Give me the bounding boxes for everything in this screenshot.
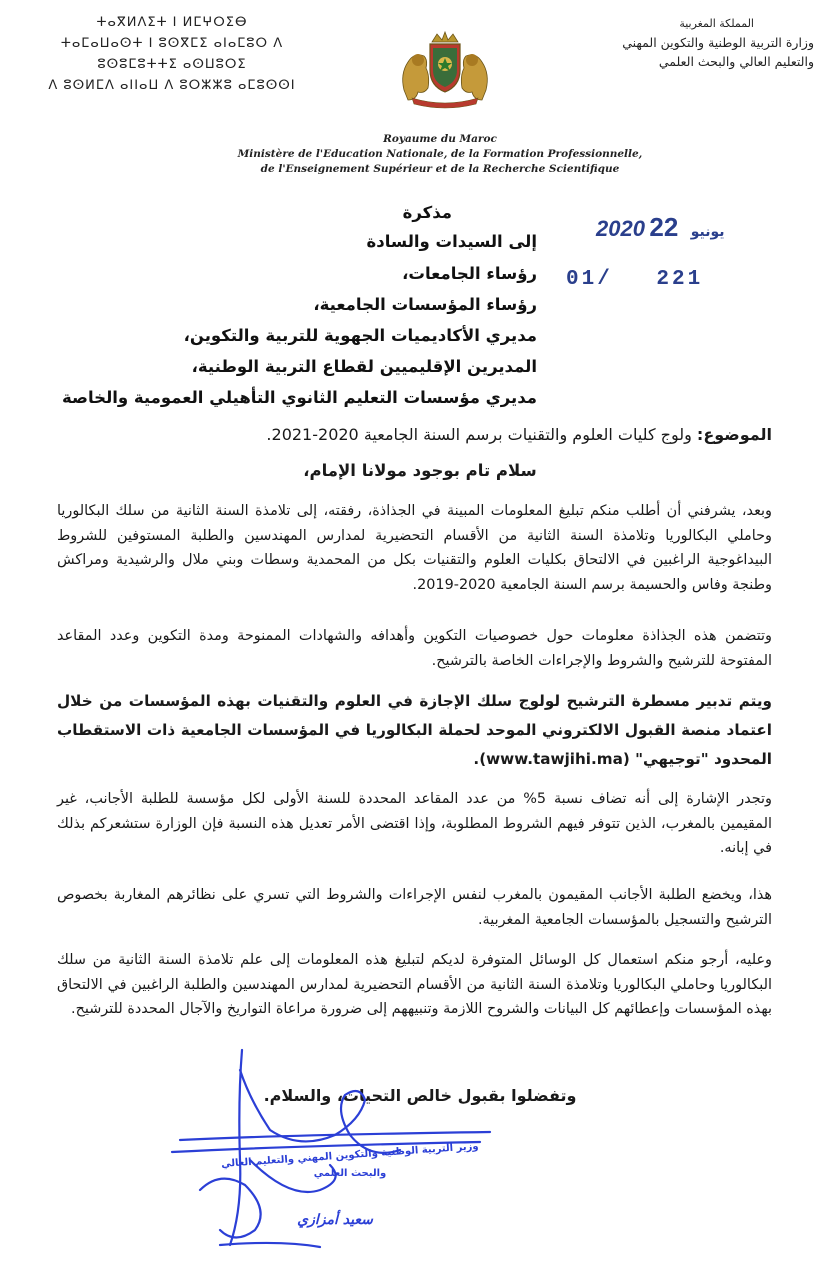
subject-label: الموضوع: xyxy=(696,425,772,444)
svg-text:وزير التربية الوطنية والتكوين: وزير التربية الوطنية والتكوين المهني والتعليم العالي xyxy=(220,1141,479,1170)
header-arabic xyxy=(574,14,814,71)
french-line-2: Ministère de l'Education Nationale, de la Formation Professionnelle, xyxy=(237,148,643,160)
svg-text:والبحث العلمي: والبحث العلمي xyxy=(313,1168,387,1179)
stamp-month: يونيو xyxy=(690,224,725,240)
recipient-6: مديري مؤسسات التعليم الثانوي التأهيلي العمومية والخاصة xyxy=(62,388,537,407)
stamp-number-left: 01/ xyxy=(566,268,613,291)
recipient-1: إلى السيدات والسادة xyxy=(366,232,537,251)
french-line-1: Royaume du Maroc xyxy=(383,133,497,145)
closing-line: وتفضلوا بقبول خالص التحيات، والسلام. xyxy=(263,1086,577,1105)
arabic-line-3: والتعليم العالي والبحث العلمي xyxy=(658,54,814,69)
tifinagh-line-3: ⴷ ⵓⵙⵍⵎⴷ ⴰⵏⵏⴰⵡ ⴷ ⵓⵔⵣⵣⵓ ⴰⵎⵓⵙⵙⵏ xyxy=(48,78,296,93)
memo-title: مذكرة xyxy=(402,203,452,222)
svg-text:سعيد أمزازي: سعيد أمزازي xyxy=(297,1212,373,1228)
subject-line xyxy=(52,425,772,444)
coat-of-arms-icon xyxy=(390,30,500,110)
arabic-line-2: وزارة التربية الوطنية والتكوين المهني xyxy=(622,35,814,50)
tifinagh-line-2: ⵜⴰⵎⴰⵡⴰⵙⵜ ⵏ ⵓⵙⴳⵎⵉ ⴰⵏⴰⵎⵓⵔ ⴷ ⵓⵙⵓⵎⵓⵜⵜⵉ ⴰⵙⵡⵓⵔⵉ xyxy=(60,36,284,72)
stamp-year: 2020 xyxy=(596,216,645,241)
greeting: سلام تام بوجود مولانا الإمام، xyxy=(303,461,537,480)
paragraph-6: وعليه، أرجو منكم استعمال كل الوسائل المتوفرة لديكم لتبليغ هذه المعلومات إلى علم تلامذة السنة الثانية من سلك البكالوريا وحاملي البكالوريا وتلامذة السنة الثانية من الأقسام التحضيرية لمدارس المهندسين والطلبة الراغبين في الالتحاق بهذه المؤسسات وإعطائهم كل البيانات والشروح اللازمة وتنبيههم إلى ضرورة مراعاة التواريخ والآجال المحددة للترشيح. xyxy=(57,952,772,1017)
handwritten-signature xyxy=(160,1040,500,1255)
reference-number-stamp xyxy=(566,268,706,291)
date-stamp xyxy=(596,212,756,243)
header-french xyxy=(230,132,650,177)
french-line-3: de l'Enseignement Supérieur et de la Recherche Scientifique xyxy=(260,163,620,175)
recipient-2: رؤساء الجامعات، xyxy=(402,264,537,283)
paragraph-1: وبعد، يشرفني أن أطلب منكم تبليغ المعلومات المبينة في الجذاذة، رفقته، إلى تلامذة السنة الثانية من سلك البكالوريا وحاملي البكالوريا وتلامذة السنة الثانية من الأقسام التحضيرية لمدارس المهندسين والطلبة المستوفين للشروط البيداغوجية الراغبين في الالتحاق بكليات العلوم والتقنيات بكل من المحمدية وسطات وبني ملال والرشيدية ومراكش وطنجة وفاس والحسيمة برسم السنة الجامعية 2020-2019. xyxy=(57,503,772,593)
recipient-5: المديرين الإقليميين لقطاع التربية الوطنية، xyxy=(191,357,537,376)
paragraph-2: وتتضمن هذه الجذاذة معلومات حول خصوصيات التكوين وأهدافه والشهادات الممنوحة ومدة التكوين وعدد المقاعد المفتوحة للترشيح والشروط والإجراءات الخاصة بالترشيح. xyxy=(57,628,772,669)
tifinagh-line-1: ⵜⴰⴳⵍⴷⵉⵜ ⵏ ⵍⵎⵖⵔⵉⴱ xyxy=(96,15,248,30)
paragraph-3: ويتم تدبير مسطرة الترشيح لولوج سلك الإجازة في العلوم والتقنيات بهذه المؤسسات من خلال اعتماد منصة القبول الالكتروني الموحد لحملة البكالوريا في المؤسسات الجامعية ذات الاستقطاب المحدود "توجيهي" (www.tawjihi.ma). xyxy=(57,692,772,768)
stamp-day: 22 xyxy=(649,212,679,242)
recipient-4: مديري الأكاديميات الجهوية للتربية والتكوين، xyxy=(183,326,537,345)
paragraph-5: هذا، ويخضع الطلبة الأجانب المقيمون بالمغرب لنفس الإجراءات والشروط التي تسري على نظائرهم المغاربة بخصوص الترشيح والتسجيل بالمؤسسات الجامعية المغربية. xyxy=(57,887,772,928)
arabic-line-1: المملكة المغربية xyxy=(679,17,754,30)
header-tifinagh xyxy=(22,12,322,96)
stamp-number-right: 221 xyxy=(656,268,704,291)
paragraph-4: وتجدر الإشارة إلى أنه تضاف نسبة 5% من عدد المقاعد المحددة للسنة الأولى لكل مؤسسة للطلبة الأجانب، غير المقيمين بالمغرب، الذين تتوفر فيهم الشروط المطلوبة، وإذا اقتضى الأمر تعديل هذه النسبة فإن الوزارة ستشعركم بذلك في إبانه. xyxy=(57,791,772,856)
subject-text: ولوج كليات العلوم والتقنيات برسم السنة الجامعية 2020-2021. xyxy=(266,425,697,444)
recipient-3: رؤساء المؤسسات الجامعية، xyxy=(313,295,537,314)
